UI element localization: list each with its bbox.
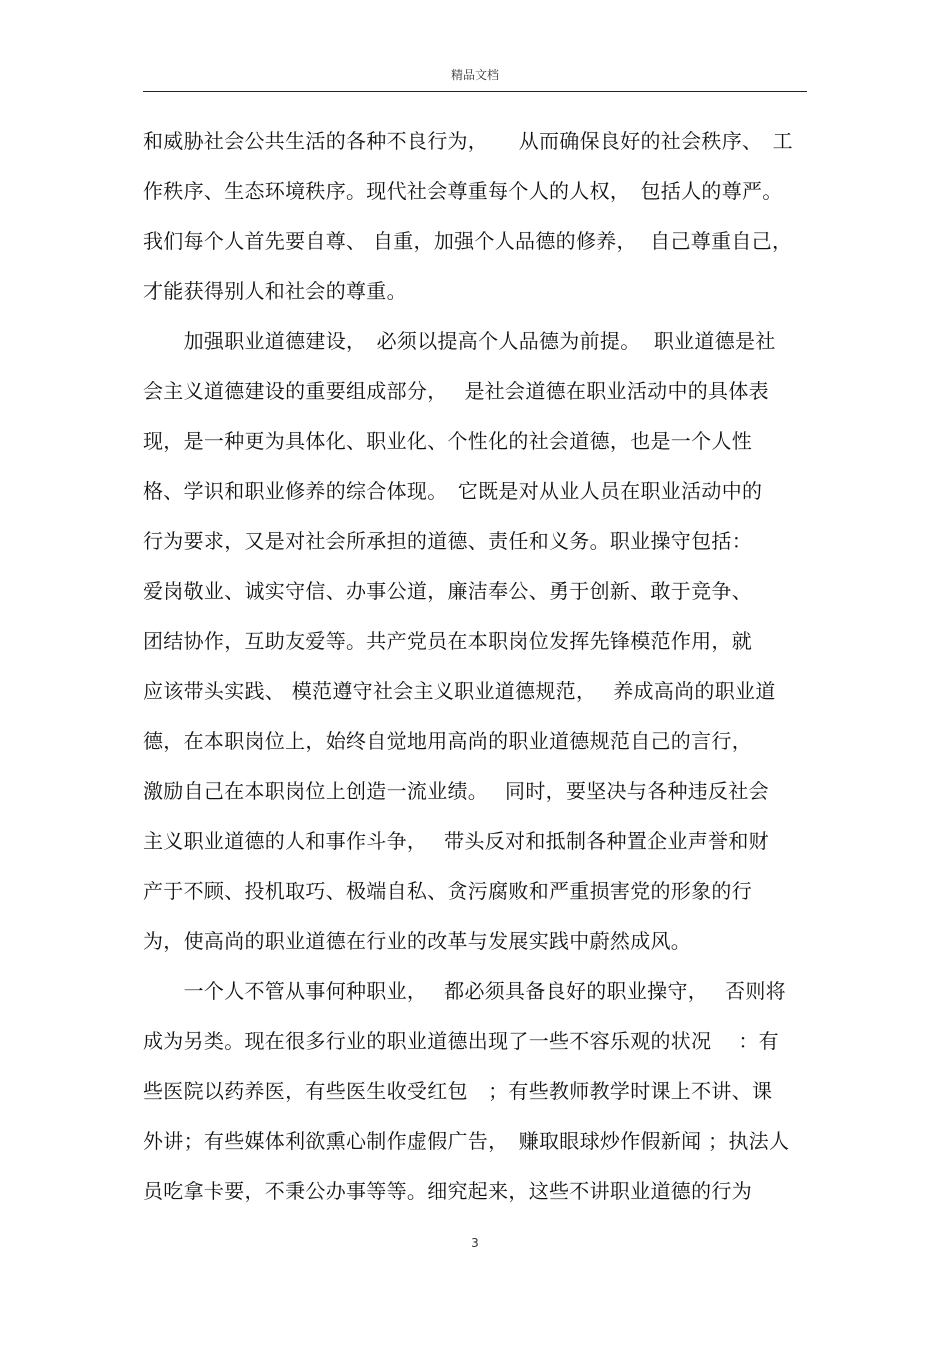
text-line: 一个人不管从事何种职业， 都必须具备良好的职业操守， 否则将 — [143, 979, 786, 1003]
text-line: 员吃拿卡要，不秉公办事等等。细究起来，这些不讲职业道德的行为 — [143, 1179, 752, 1203]
page-number: 3 — [471, 1236, 479, 1250]
text-line: 我们每个人首先要自尊、 自重，加强个人品德的修养， 自己尊重自己， — [143, 229, 793, 253]
text-line: 产于不顾、投机取巧、极端自私、贪污腐败和严重损害党的形象的行 — [143, 879, 752, 903]
text-line: 行为要求，又是对社会所承担的道德、责任和义务。职业操守包括： — [143, 529, 752, 553]
text-line: 德，在本职岗位上，始终自觉地用高尚的职业道德规范自己的言行， — [143, 729, 752, 753]
text-line: 加强职业道德建设， 必须以提高个人品德为前提。 职业道德是社 — [143, 329, 776, 353]
header-divider — [143, 91, 807, 92]
page-header: 精品文档 — [450, 68, 499, 82]
text-line: 才能获得别人和社会的尊重。 — [143, 279, 407, 303]
text-line: 会主义道德建设的重要组成部分， 是社会道德在职业活动中的具体表 — [143, 379, 769, 403]
text-line: 爱岗敬业、诚实守信、办事公道，廉洁奉公、勇于创新、敢于竞争、 — [143, 579, 752, 603]
text-line: 应该带头实践、 模范遵守社会主义职业道德规范， 养成高尚的职业道 — [143, 679, 776, 703]
text-line: 外讲；有些媒体利欲熏心制作虚假广告， 赚取眼球炒作假新闻 ；执法人 — [143, 1129, 790, 1153]
text-line: 激励自己在本职岗位上创造一流业绩。 同时，要坚决与各种违反社会 — [143, 779, 769, 803]
text-line: 现，是一种更为具体化、职业化、个性化的社会道德，也是一个人性 — [143, 429, 752, 453]
text-line: 成为另类。现在很多行业的职业道德出现了一些不容乐观的状况 ：有 — [143, 1029, 779, 1053]
document-body — [143, 116, 807, 1216]
text-line: 团结协作，互助友爱等。共产党员在本职岗位发挥先锋模范作用，就 — [143, 629, 752, 653]
text-line: 和威胁社会公共生活的各种不良行为， 从而确保良好的社会秩序、 工 — [143, 129, 793, 153]
text-line: 主义职业道德的人和事作斗争， 带头反对和抵制各种置企业声誉和财 — [143, 829, 769, 853]
text-line: 格、学识和职业修养的综合体现。 它既是对从业人员在职业活动中的 — [143, 479, 763, 503]
text-line: 些医院以药养医，有些医生收受红包 ；有些教师教学时课上不讲、课 — [143, 1079, 773, 1103]
text-line: 为，使高尚的职业道德在行业的改革与发展实践中蔚然成风。 — [143, 929, 692, 953]
text-line: 作秩序、生态环境秩序。现代社会尊重每个人的人权， 包括人的尊严。 — [143, 179, 783, 203]
